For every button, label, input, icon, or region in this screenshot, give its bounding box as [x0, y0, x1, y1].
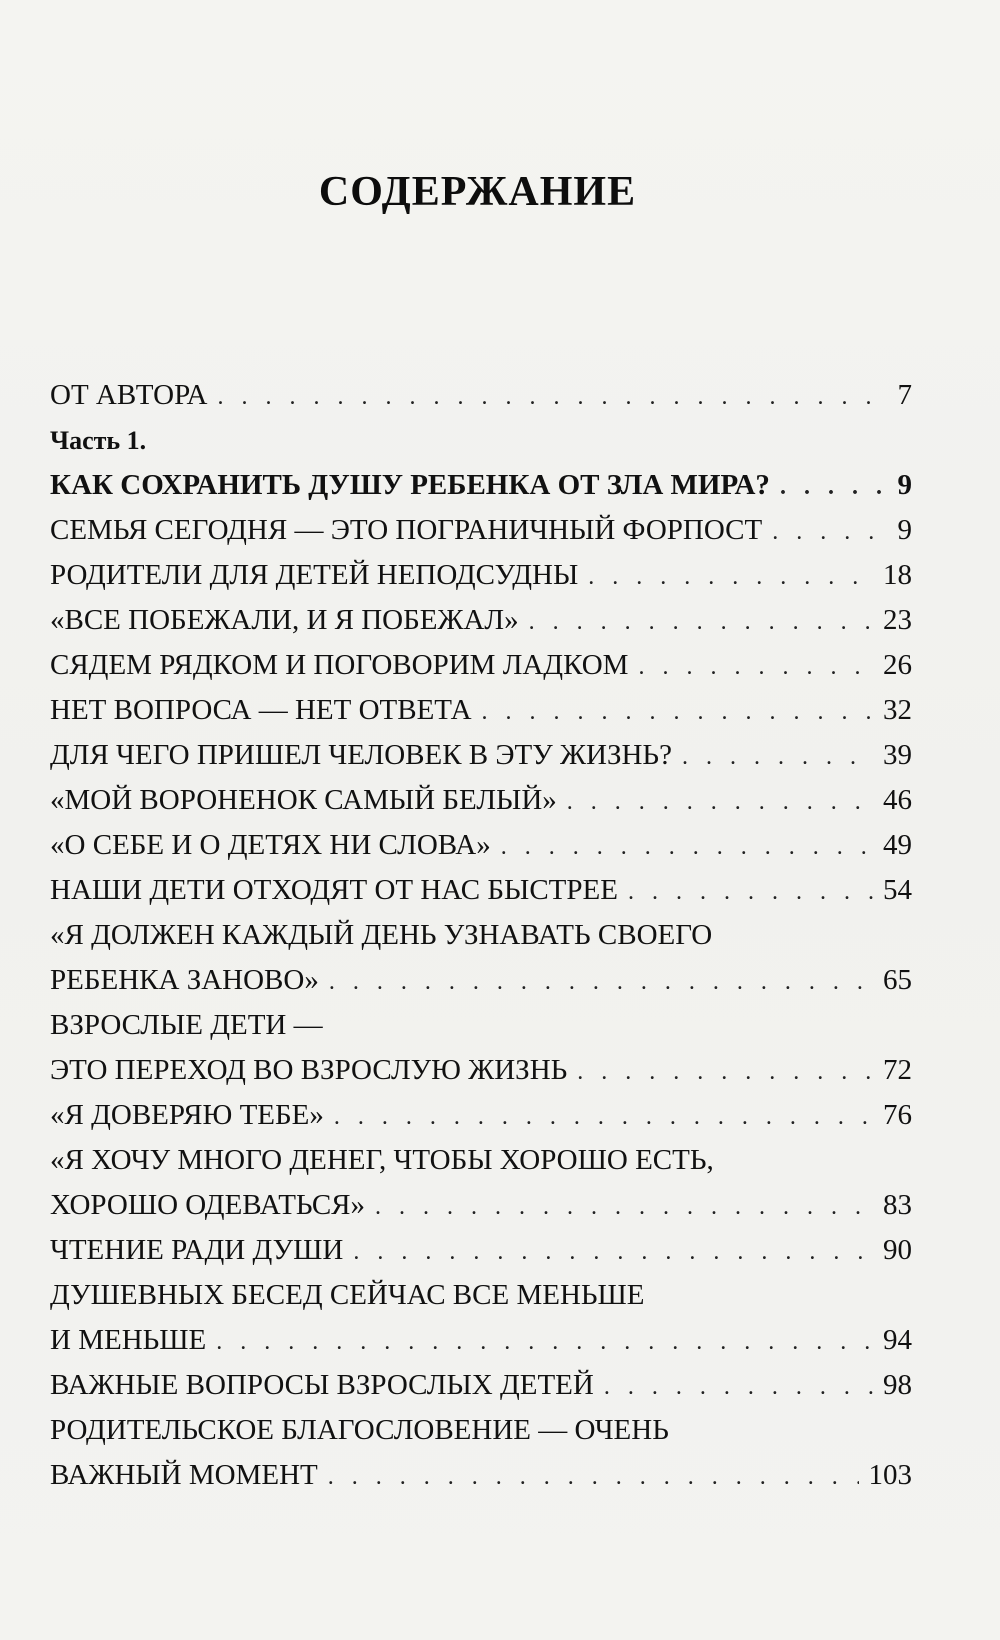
dot-leader [638, 645, 873, 690]
toc-entry-line[interactable] [50, 1003, 912, 1048]
dot-leader [577, 1050, 873, 1095]
dot-leader [588, 555, 873, 600]
dot-leader [567, 780, 873, 825]
toc-entry-title: ДУШЕВНЫХ БЕСЕД СЕЙЧАС ВСЕ МЕНЬШЕ [50, 1279, 645, 1311]
toc-entry[interactable] [50, 823, 912, 868]
toc-entry[interactable] [50, 778, 912, 823]
toc-entry[interactable] [50, 1183, 912, 1228]
toc-entry[interactable] [50, 688, 912, 733]
toc-entry-title: «ВСЕ ПОБЕЖАЛИ, И Я ПОБЕЖАЛ» [50, 604, 519, 636]
dot-leader [216, 1320, 873, 1365]
toc-entry[interactable] [50, 373, 912, 418]
dot-leader [353, 1230, 873, 1275]
toc-entry-title: КАК СОХРАНИТЬ ДУШУ РЕБЕНКА ОТ ЗЛА МИРА? [50, 469, 770, 501]
toc-entry-page: 49 [883, 829, 912, 861]
toc-entry-line[interactable] [50, 1138, 912, 1183]
toc-entry-page: 23 [883, 604, 912, 636]
dot-leader [604, 1365, 873, 1410]
toc-entry-page: 32 [883, 694, 912, 726]
toc-entry-title: РОДИТЕЛИ ДЛЯ ДЕТЕЙ НЕПОДСУДНЫ [50, 559, 579, 591]
dot-leader [682, 735, 873, 780]
toc-entry-title: ЧТЕНИЕ РАДИ ДУШИ [50, 1234, 344, 1266]
toc-entry-title: ВАЖНЫЙ МОМЕНТ [50, 1459, 318, 1491]
dot-leader [628, 870, 873, 915]
toc-entry-title: РОДИТЕЛЬСКОЕ БЛАГОСЛОВЕНИЕ — ОЧЕНЬ [50, 1414, 669, 1446]
toc-entry-page: 7 [897, 379, 912, 411]
toc-entry-page: 46 [883, 784, 912, 816]
dot-leader [334, 1095, 873, 1140]
dot-leader [217, 375, 887, 420]
toc-entry-page: 72 [883, 1054, 912, 1086]
toc-entry-page: 18 [883, 559, 912, 591]
toc-entry-title: ДЛЯ ЧЕГО ПРИШЕЛ ЧЕЛОВЕК В ЭТУ ЖИЗНЬ? [50, 739, 672, 771]
toc-entry[interactable] [50, 463, 912, 508]
toc-entry-title: СЕМЬЯ СЕГОДНЯ — ЭТО ПОГРАНИЧНЫЙ ФОРПОСТ [50, 514, 763, 546]
toc-entry[interactable] [50, 868, 912, 913]
toc-entry-page: 90 [883, 1234, 912, 1266]
dot-leader [329, 960, 873, 1005]
toc-entry-page: 83 [883, 1189, 912, 1221]
toc-entry-page: 76 [883, 1099, 912, 1131]
toc-entry-page: 98 [883, 1369, 912, 1401]
toc-entry[interactable] [50, 1048, 912, 1093]
toc-entry[interactable] [50, 733, 912, 778]
toc-entry-title: РЕБЕНКА ЗАНОВО» [50, 964, 319, 996]
toc-entry[interactable] [50, 1228, 912, 1273]
toc-entry-page: 54 [883, 874, 912, 906]
toc-entry-line[interactable] [50, 913, 912, 958]
table-of-contents [50, 373, 912, 1498]
toc-entry-title: ВАЖНЫЕ ВОПРОСЫ ВЗРОСЛЫХ ДЕТЕЙ [50, 1369, 594, 1401]
dot-leader [529, 600, 873, 645]
toc-entry-title: «МОЙ ВОРОНЕНОК САМЫЙ БЕЛЫЙ» [50, 784, 557, 816]
dot-leader [482, 690, 873, 735]
toc-entry[interactable] [50, 1363, 912, 1408]
toc-entry-page: 103 [868, 1459, 912, 1491]
toc-entry-title: «Я ДОВЕРЯЮ ТЕБЕ» [50, 1099, 324, 1131]
toc-entry-title: «О СЕБЕ И О ДЕТЯХ НИ СЛОВА» [50, 829, 491, 861]
toc-entry-title: «Я ХОЧУ МНОГО ДЕНЕГ, ЧТОБЫ ХОРОШО ЕСТЬ, [50, 1144, 714, 1176]
dot-leader [328, 1455, 859, 1500]
toc-entry[interactable] [50, 1093, 912, 1138]
toc-part-label: Часть 1. [50, 426, 147, 455]
page-title: СОДЕРЖАНИЕ [318, 169, 637, 215]
toc-entry[interactable] [50, 553, 912, 598]
toc-entry[interactable] [50, 508, 912, 553]
toc-entry[interactable] [50, 1318, 912, 1363]
toc-entry-line[interactable] [50, 1273, 912, 1318]
toc-entry-page: 94 [883, 1324, 912, 1356]
toc-entry[interactable] [50, 1453, 912, 1498]
toc-entry-page: 39 [883, 739, 912, 771]
toc-entry-title: СЯДЕМ РЯДКОМ И ПОГОВОРИМ ЛАДКОМ [50, 649, 629, 681]
toc-entry[interactable] [50, 598, 912, 643]
toc-entry-page: 26 [883, 649, 912, 681]
toc-entry[interactable] [50, 643, 912, 688]
toc-entry-page: 65 [883, 964, 912, 996]
toc-entry[interactable] [50, 958, 912, 1003]
toc-entry-title: НЕТ ВОПРОСА — НЕТ ОТВЕТА [50, 694, 472, 726]
toc-entry-line[interactable] [50, 1408, 912, 1453]
toc-entry-title: ХОРОШО ОДЕВАТЬСЯ» [50, 1189, 366, 1221]
toc-part-heading [50, 418, 912, 463]
toc-entry-title: И МЕНЬШЕ [50, 1324, 207, 1356]
toc-entry-page: 9 [897, 469, 912, 501]
dot-leader [501, 825, 873, 870]
toc-entry-title: ВЗРОСЛЫЕ ДЕТИ — [50, 1009, 323, 1041]
toc-entry-title: ЭТО ПЕРЕХОД ВО ВЗРОСЛУЮ ЖИЗНЬ [50, 1054, 568, 1086]
dot-leader [375, 1185, 873, 1230]
toc-entry-page: 9 [897, 514, 912, 546]
toc-entry-title: «Я ДОЛЖЕН КАЖДЫЙ ДЕНЬ УЗНАВАТЬ СВОЕГО [50, 919, 713, 951]
dot-leader [780, 465, 888, 510]
toc-entry-title: НАШИ ДЕТИ ОТХОДЯТ ОТ НАС БЫСТРЕЕ [50, 874, 618, 906]
dot-leader [772, 510, 887, 555]
toc-entry-title: ОТ АВТОРА [50, 379, 208, 411]
